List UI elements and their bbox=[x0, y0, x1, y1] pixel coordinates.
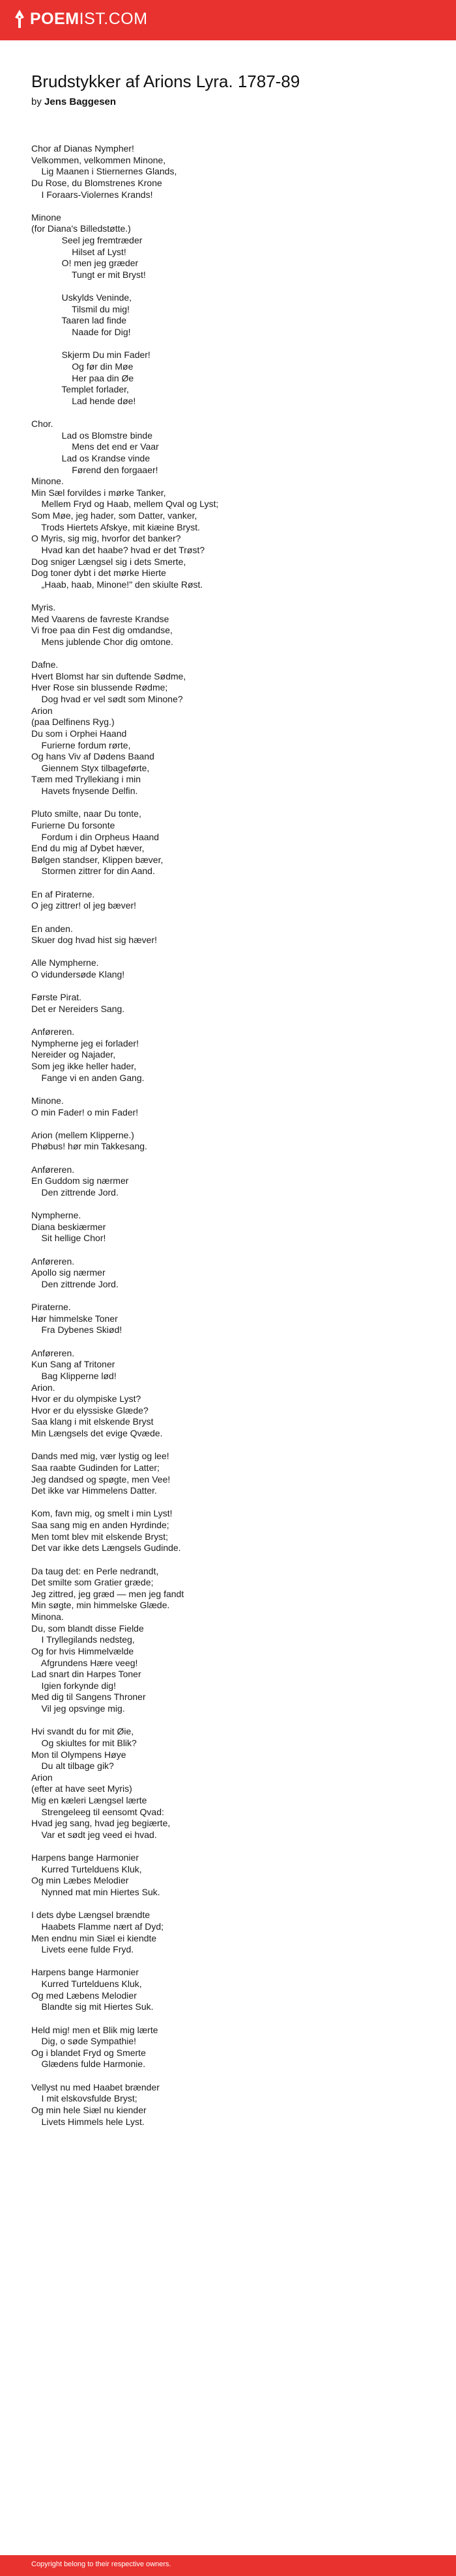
poem-line: Arion bbox=[31, 705, 53, 716]
poem-line: Hvad kan det haabe? hvad er det Trøst? bbox=[31, 544, 205, 555]
poem-line: „Haab, haab, Minone!" den skiulte Røst. bbox=[31, 579, 203, 590]
poem-line: Vil jeg opsvinge mig. bbox=[31, 1703, 125, 1714]
poem-line: Og for hvis Himmelvælde bbox=[31, 1645, 134, 1656]
poem-line: Anføreren. bbox=[31, 1164, 75, 1175]
poem-line: Den zittrende Jord. bbox=[31, 1186, 119, 1198]
poem-body bbox=[31, 143, 435, 2128]
poem-line: I mit elskovsfulde Bryst; bbox=[31, 2093, 137, 2104]
site-logo[interactable] bbox=[14, 9, 148, 29]
poem-line: Men tomt blev mit elskende Bryst; bbox=[31, 1531, 169, 1542]
poem-line: Og med Læbens Melodier bbox=[31, 1990, 137, 2001]
stanza-break bbox=[31, 1715, 435, 1727]
poem-line: Blandte sig mit Hiertes Suk. bbox=[31, 2001, 154, 2012]
poem-line: Anføreren. bbox=[31, 1255, 75, 1267]
poem-line: Lad hende døe! bbox=[31, 395, 136, 406]
poem-line: Og i blandet Fryd og Smerte bbox=[31, 2047, 146, 2058]
poem-line: Minone bbox=[31, 212, 61, 223]
stanza-break bbox=[31, 1336, 435, 1348]
poem-line: Mellem Fryd og Haab, mellem Qval og Lyst; bbox=[31, 499, 219, 510]
poem-line: Nynned mat min Hiertes Suk. bbox=[31, 1887, 160, 1897]
poem-line: Saa raabte Gudinden for Latter; bbox=[31, 1462, 160, 1473]
poem-line: Nereider og Najader, bbox=[31, 1049, 116, 1060]
byline bbox=[31, 96, 116, 107]
poem-line: Men endnu min Siæl ei kiendte bbox=[31, 1932, 157, 1943]
stanza-break bbox=[31, 1898, 435, 1910]
poem-line: Dafne. bbox=[31, 659, 59, 670]
poem-line: Havets fnysende Delfin. bbox=[31, 786, 138, 796]
poem-line: Tæm med Tryllekiang i min bbox=[31, 774, 141, 785]
poem-line: End du mig af Dybet hæver, bbox=[31, 843, 145, 854]
poem-line: Tilsmil du mig! bbox=[31, 303, 130, 314]
poem-line: Kun Sang af Tritoner bbox=[31, 1359, 115, 1370]
poem-line: O! men jeg græder bbox=[31, 258, 139, 269]
poem-line: Bag Klipperne lød! bbox=[31, 1370, 117, 1381]
poem-line: Min Længsels det evige Qvæde. bbox=[31, 1428, 163, 1438]
poem-line: Da taug det: en Perle nedrandt, bbox=[31, 1565, 159, 1576]
stanza-break bbox=[31, 2070, 435, 2082]
poem-line: Du som i Orphei Haand bbox=[31, 728, 127, 739]
author-link[interactable]: Jens Baggesen bbox=[44, 96, 117, 107]
stanza-break bbox=[31, 407, 435, 418]
poem-line: Seel jeg fremtræder bbox=[31, 235, 143, 245]
poem-line: Saa sang mig en anden Hyrdinde; bbox=[31, 1520, 169, 1530]
poem-line: Det var ikke dets Længsels Gudinde. bbox=[31, 1542, 181, 1554]
poem-line: Mig en kæleri Længsel lærte bbox=[31, 1795, 147, 1805]
poem-line: Dog hvad er vel sødt som Minone? bbox=[31, 694, 183, 704]
poem-line: Hvi svandt du for mit Øie, bbox=[31, 1726, 134, 1737]
poem-line: Fordum i din Orpheus Haand bbox=[31, 831, 160, 842]
stanza-break bbox=[31, 338, 435, 350]
poem-line: Uskylds Veninde, bbox=[31, 292, 132, 303]
poem-line: Min Sæl forvildes i mørke Tanker, bbox=[31, 487, 166, 498]
poem-line: Skuer dog hvad hist sig hæver! bbox=[31, 935, 157, 946]
poem-title: Brudstykker af Arions Lyra. 1787-89 bbox=[31, 72, 300, 91]
poem-line: Og hans Viv af Dødens Baand bbox=[31, 751, 154, 762]
stanza-break bbox=[31, 2013, 435, 2025]
poem-line: Arion bbox=[31, 1772, 53, 1783]
poem-line: Anføreren. bbox=[31, 1347, 75, 1358]
poem-line: Med dig til Sangens Throner bbox=[31, 1692, 146, 1703]
copyright-text: Copyright belong to their respective owners. bbox=[31, 2560, 171, 2568]
poem-line: Og min Læbes Melodier bbox=[31, 1875, 129, 1886]
poem-line: Templet forlader, bbox=[31, 384, 129, 395]
poem-line: Sit hellige Chor! bbox=[31, 1233, 106, 1244]
poem-line: (efter at have seet Myris) bbox=[31, 1783, 132, 1794]
poem-line: Arion. bbox=[31, 1382, 55, 1393]
poem-line: Tungt er mit Bryst! bbox=[31, 269, 146, 280]
poem-line: Anføreren. bbox=[31, 1026, 75, 1037]
poem-line: Held mig! men et Blik mig lærte bbox=[31, 2024, 158, 2035]
poem-line: Var et sødt jeg veed ei hvad. bbox=[31, 1829, 157, 1840]
poem-line: Apollo sig nærmer bbox=[31, 1267, 106, 1278]
poem-line: Lig Maanen i Stiernernes Glands, bbox=[31, 166, 177, 177]
poem-line: Alle Nympherne. bbox=[31, 957, 99, 968]
poem-line: Diana beskiærmer bbox=[31, 1221, 106, 1232]
poem-line: Hilset af Lyst! bbox=[31, 246, 126, 257]
poem-line: Dig, o søde Sympathie! bbox=[31, 2036, 137, 2047]
stanza-break bbox=[31, 1015, 435, 1027]
poem-line: Nympherne. bbox=[31, 1210, 81, 1221]
poem-line: Hvor er du olympiske Lyst? bbox=[31, 1393, 141, 1404]
poem-line: Vellyst nu med Haabet brænder bbox=[31, 2081, 160, 2092]
poem-line: I Foraars-Violernes Krands! bbox=[31, 189, 153, 200]
poem-line: Lad os Krandse vinde bbox=[31, 452, 150, 463]
poem-line: Og før din Møe bbox=[31, 361, 134, 372]
poem-line: Bølgen standser, Klippen bæver, bbox=[31, 854, 164, 865]
poem-line: Hør himmelske Toner bbox=[31, 1313, 118, 1324]
poem-line: Harpens bange Harmonier bbox=[31, 1852, 139, 1863]
logo-text-light: IST.COM bbox=[79, 10, 148, 28]
poem-line: Du alt tilbage gik? bbox=[31, 1761, 114, 1772]
stanza-break bbox=[31, 1554, 435, 1566]
poem-line: (for Diana's Billedstøtte.) bbox=[31, 223, 131, 234]
poem-line: Strengeleeg til eensomt Qvad: bbox=[31, 1806, 164, 1817]
poem-line: O Myris, sig mig, hvorfor det banker? bbox=[31, 533, 181, 544]
poem-line: Mon til Olympens Høye bbox=[31, 1749, 126, 1760]
stanza-break bbox=[31, 1497, 435, 1509]
poem-line: Kurred Turtelduens Kluk, bbox=[31, 1979, 142, 1989]
poem-line: Livets eene fulde Fryd. bbox=[31, 1944, 134, 1955]
stanza-break bbox=[31, 1118, 435, 1130]
poem-line: Lad snart din Harpes Toner bbox=[31, 1669, 141, 1680]
poem-line: O min Fader! o min Fader! bbox=[31, 1106, 139, 1117]
poem-line: Stormen zittrer for din Aand. bbox=[31, 866, 155, 877]
poem-line: Hver Rose sin blussende Rødme; bbox=[31, 682, 168, 693]
poem-line: Fra Dybenes Skiød! bbox=[31, 1324, 122, 1336]
poem-line: Chor. bbox=[31, 418, 53, 429]
poem-line: Livets Himmels hele Lyst. bbox=[31, 2116, 145, 2127]
stanza-break bbox=[31, 1841, 435, 1853]
poem-line: Glædens fulde Harmonie. bbox=[31, 2059, 146, 2070]
poem-line: (paa Delfinens Ryg.) bbox=[31, 717, 115, 728]
stanza-break bbox=[31, 877, 435, 889]
poem-line: Furierne fordum rørte, bbox=[31, 739, 131, 750]
poem-line: Du, som blandt disse Fielde bbox=[31, 1623, 144, 1634]
poem-line: Kurred Turtelduens Kluk, bbox=[31, 1863, 142, 1874]
poem-line: En af Piraterne. bbox=[31, 888, 95, 899]
poem-line: Myris. bbox=[31, 602, 56, 612]
byline-prefix: by bbox=[31, 96, 42, 107]
poem-line: Giennem Styx tilbageførte, bbox=[31, 762, 150, 773]
poem-line: Som jeg ikke heller hader, bbox=[31, 1061, 137, 1071]
stanza-break bbox=[31, 912, 435, 924]
poem-line: Som Møe, jeg hader, som Datter, vanker, bbox=[31, 510, 197, 521]
poem-line: Velkommen, velkommen Minone, bbox=[31, 154, 166, 165]
poem-line: Pluto smilte, naar Du tonte, bbox=[31, 808, 141, 819]
poem-line: Den zittrende Jord. bbox=[31, 1278, 119, 1289]
poem-line: Med Vaarens de favreste Krandse bbox=[31, 613, 169, 624]
poem-line: Kom, favn mig, og smelt i min Lyst! bbox=[31, 1508, 173, 1519]
poem-line: Hvor er du elyssiske Glæde? bbox=[31, 1404, 149, 1416]
poem-line: Jeg zittred, jeg græd — men jeg fandt bbox=[31, 1588, 184, 1599]
poem-line: Arion (mellem Klipperne.) bbox=[31, 1129, 134, 1140]
poem-line: Phøbus! hør min Takkesang. bbox=[31, 1141, 147, 1152]
poem-line: En anden. bbox=[31, 923, 73, 934]
poem-line: Første Pirat. bbox=[31, 992, 82, 1003]
poem-line: Det er Nereiders Sang. bbox=[31, 1003, 125, 1014]
poem-line: I Tryllegilands nedsteg, bbox=[31, 1634, 135, 1645]
poem-line: Chor af Dianas Nympher! bbox=[31, 143, 134, 154]
stanza-break bbox=[31, 1440, 435, 1451]
poem-line: Her paa din Øe bbox=[31, 372, 134, 383]
poem-line: Du Rose, du Blomstrenes Krone bbox=[31, 177, 162, 188]
site-header bbox=[0, 0, 456, 40]
poem-line: Minona. bbox=[31, 1611, 64, 1622]
poem-line: Haabets Flamme nært af Dyd; bbox=[31, 1921, 164, 1932]
poem-line: Vi froe paa din Fest dig omdandse, bbox=[31, 625, 173, 636]
poem-line: Nympherne jeg ei forlader! bbox=[31, 1037, 139, 1048]
poem-line: Afgrundens Hære veeg! bbox=[31, 1657, 138, 1668]
stanza-break bbox=[31, 281, 435, 293]
poem-line: Dands med mig, vær lystig og lee! bbox=[31, 1451, 169, 1462]
poem-line: Dog toner dybt i det mørke Hierte bbox=[31, 568, 166, 579]
poem-line: Min søgte, min himmelske Glæde. bbox=[31, 1600, 170, 1611]
stanza-break bbox=[31, 797, 435, 809]
poem-line: Minone. bbox=[31, 1095, 64, 1106]
stanza-break bbox=[31, 1084, 435, 1095]
poem-line: Og min hele Siæl nu kiender bbox=[31, 2104, 147, 2115]
poem-line: Furierne Du forsonte bbox=[31, 819, 115, 830]
poem-line: Dog sniger Længsel sig i dets Smerte, bbox=[31, 556, 186, 567]
poem-line: Naade for Dig! bbox=[31, 327, 131, 337]
poem-line: Mens jublende Chor dig omtone. bbox=[31, 636, 173, 647]
site-footer bbox=[0, 2555, 456, 2576]
poem-line: Piraterne. bbox=[31, 1302, 71, 1313]
poem-line: Hvert Blomst har sin duftende Sødme, bbox=[31, 670, 186, 681]
stanza-break bbox=[31, 946, 435, 958]
poem-line: O jeg zittrer! ol jeg bæver! bbox=[31, 900, 137, 911]
poem-line: Harpens bange Harmonier bbox=[31, 1967, 139, 1978]
poem-line: Hvad jeg sang, hvad jeg begiærte, bbox=[31, 1818, 171, 1829]
poem-line: Skjerm Du min Fader! bbox=[31, 349, 150, 361]
poem-line: Minone. bbox=[31, 476, 64, 487]
stanza-break bbox=[31, 200, 435, 212]
pen-nib-icon bbox=[14, 9, 25, 29]
stanza-break bbox=[31, 590, 435, 602]
stanza-break bbox=[31, 981, 435, 993]
poem-line: Mens det end er Vaar bbox=[31, 441, 159, 452]
stanza-break bbox=[31, 1244, 435, 1256]
poem-line: Førend den forgaaer! bbox=[31, 464, 158, 475]
poem-line: En Guddom sig nærmer bbox=[31, 1175, 129, 1186]
poem-line: Trods Hiertets Afskye, mit kiæine Bryst. bbox=[31, 521, 201, 532]
poem-line: I dets dybe Længsel brændte bbox=[31, 1910, 150, 1921]
poem-line: Fange vi en anden Gang. bbox=[31, 1072, 145, 1083]
poem-line: Det ikke var Himmelens Datter. bbox=[31, 1485, 157, 1496]
poem-line: Lad os Blomstre binde bbox=[31, 430, 152, 441]
stanza-break bbox=[31, 1153, 435, 1164]
stanza-break bbox=[31, 1199, 435, 1211]
stanza-break bbox=[31, 648, 435, 660]
poem-line: Igien forkynde dig! bbox=[31, 1680, 116, 1691]
poem-line: Saa klang i mit elskende Bryst bbox=[31, 1416, 154, 1427]
poem-line: Taaren lad finde bbox=[31, 315, 127, 326]
poem-line: Og skiultes for mit Blik? bbox=[31, 1737, 137, 1748]
stanza-break bbox=[31, 1956, 435, 1967]
poem-line: Det smilte som Gratier græde; bbox=[31, 1577, 154, 1588]
logo-text-bold: POEM bbox=[30, 10, 79, 28]
stanza-break bbox=[31, 1291, 435, 1302]
poem-line: Jeg dandsed og spøgte, men Vee! bbox=[31, 1473, 171, 1485]
poem-line: O vidundersøde Klang! bbox=[31, 969, 125, 980]
